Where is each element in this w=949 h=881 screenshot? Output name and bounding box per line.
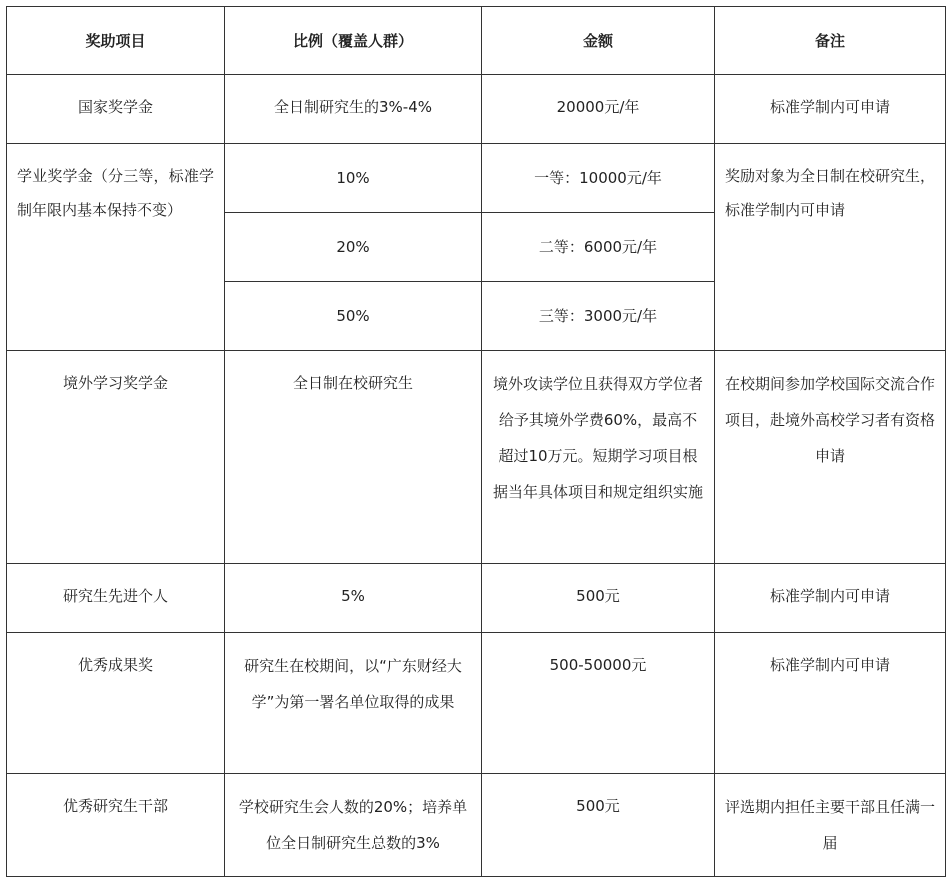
table-row <box>7 633 946 774</box>
table-row <box>7 351 946 564</box>
project-name: 研究生先进个人 <box>62 587 168 605</box>
amount-value: 20000元/年 <box>556 98 640 116</box>
note-value: 奖励对象为全日制在校研究生，标准学制内可申请 <box>725 167 936 219</box>
amount-value: 境外攻读学位且获得双方学位者给予其境外学费60%，最高不超过10万元。短期学习项目根据当年具体项目和规定组织实施 <box>492 375 703 501</box>
header-amount: 金额 <box>482 7 715 75</box>
amount-value: 三等：3000元/年 <box>538 307 658 325</box>
note-value: 标准学制内可申请 <box>769 656 890 674</box>
header-note: 备注 <box>715 7 946 75</box>
table-row <box>7 774 946 877</box>
note-value: 标准学制内可申请 <box>769 98 890 116</box>
table-header-row <box>7 7 946 75</box>
header-project: 奖助项目 <box>7 7 225 75</box>
header-ratio: 比例（覆盖人群） <box>225 7 482 75</box>
note-value: 标准学制内可申请 <box>769 587 890 605</box>
scholarship-table <box>6 6 946 877</box>
project-name: 优秀成果奖 <box>77 656 153 674</box>
amount-value: 500元 <box>576 797 620 815</box>
note-value: 在校期间参加学校国际交流合作项目，赴境外高校学习者有资格申请 <box>725 375 936 465</box>
table-row <box>7 75 946 144</box>
table-row <box>7 564 946 633</box>
ratio-value: 全日制研究生的3%-4% <box>273 98 432 116</box>
table-row <box>7 144 946 213</box>
ratio-value: 10% <box>336 169 370 187</box>
project-name: 境外学习奖学金 <box>62 374 168 392</box>
ratio-value: 研究生在校期间，以“广东财经大学”为第一署名单位取得的成果 <box>244 657 462 711</box>
ratio-value: 5% <box>341 587 365 605</box>
amount-value: 二等：6000元/年 <box>538 238 658 256</box>
project-name: 国家奖学金 <box>77 98 153 116</box>
ratio-value: 50% <box>336 307 370 325</box>
amount-value: 500元 <box>576 587 620 605</box>
amount-value: 500-50000元 <box>549 656 647 674</box>
project-name: 学业奖学金（分三等，标准学制年限内基本保持不变） <box>17 167 214 219</box>
ratio-value: 学校研究生会人数的20%；培养单位全日制研究生总数的3% <box>238 798 468 852</box>
note-value: 评选期内担任主要干部且任满一届 <box>725 798 936 852</box>
ratio-value: 20% <box>336 238 370 256</box>
amount-value: 一等：10000元/年 <box>534 169 662 187</box>
ratio-value: 全日制在校研究生 <box>292 374 413 392</box>
project-name: 优秀研究生干部 <box>62 797 168 815</box>
